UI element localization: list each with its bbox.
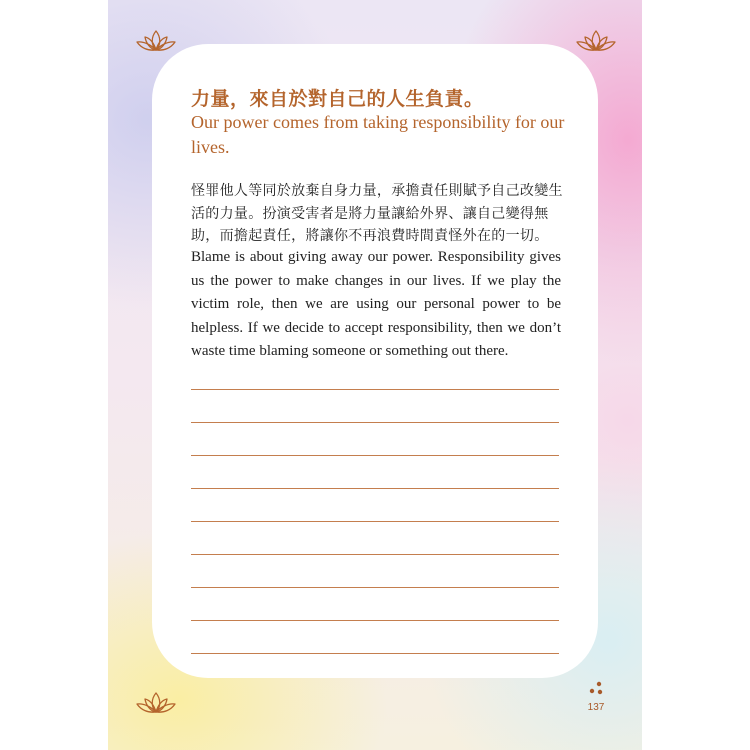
page-title-chinese: 力量，來自於對自己的人生負責。 bbox=[191, 88, 484, 110]
journal-page bbox=[108, 0, 642, 750]
writing-line[interactable] bbox=[191, 554, 559, 555]
page-number: 137 bbox=[587, 702, 605, 713]
writing-line[interactable] bbox=[191, 488, 559, 489]
body-text-english: Blame is about giving away our power. Responsibility gives us the power to make changes in our lives. If we play the victim role, then we are using our personal power to be helpless. If we decide to accept responsibility, then we don’t waste time blaming someone or something out there. bbox=[191, 249, 561, 359]
lotus-icon bbox=[136, 28, 176, 54]
writing-line[interactable] bbox=[191, 620, 559, 621]
writing-line[interactable] bbox=[191, 587, 559, 588]
page-title-english: Our power comes from taking responsibility for our lives. bbox=[191, 112, 565, 157]
writing-line[interactable] bbox=[191, 455, 559, 456]
lotus-icon bbox=[136, 690, 176, 716]
dots-icon bbox=[583, 679, 607, 697]
writing-line[interactable] bbox=[191, 422, 559, 423]
writing-line[interactable] bbox=[191, 389, 559, 390]
journal-card bbox=[152, 44, 598, 678]
lotus-icon bbox=[576, 28, 616, 54]
body-text-chinese: 怪罪他人等同於放棄自身力量，承擔責任則賦予自己改變生活的力量。扮演受害者是將力量讓給外界、讓自己變得無助，而擔起責任，將讓你不再浪費時間責怪外在的一切。 bbox=[191, 183, 563, 244]
writing-line[interactable] bbox=[191, 521, 559, 522]
writing-line[interactable] bbox=[191, 653, 559, 654]
